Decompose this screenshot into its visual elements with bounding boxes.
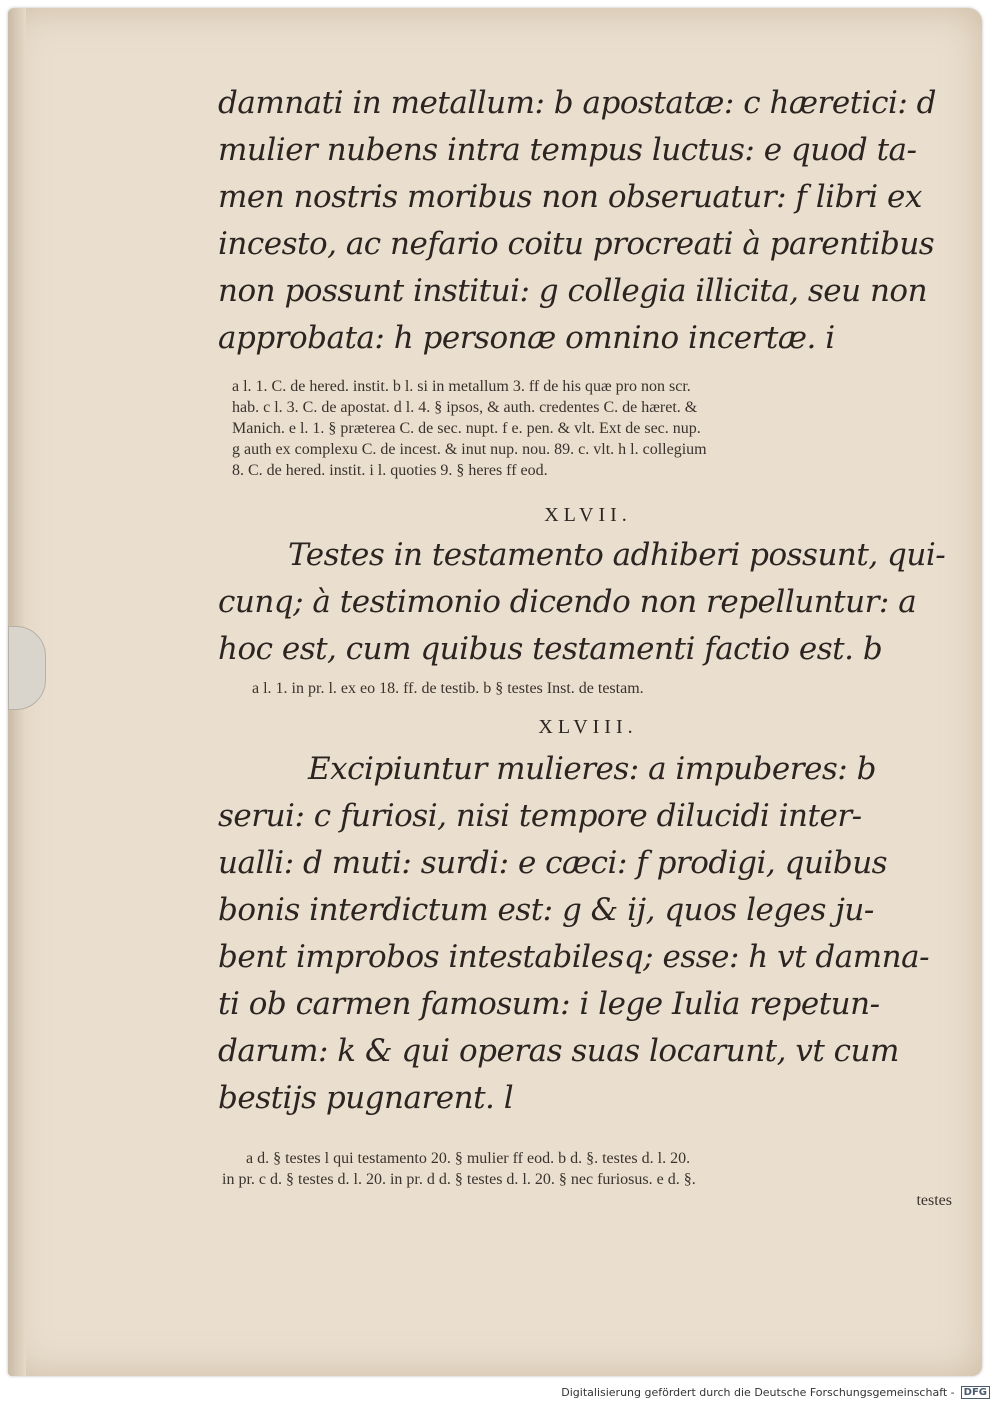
text-line: serui: c furiosi, nisi tempore dilucidi inter- <box>218 798 862 834</box>
text-line: ti ob carmen famosum: i lege Iulia repetun- <box>218 986 880 1022</box>
text-line: ualli: d muti: surdi: e cæci: f prodigi, quibus <box>218 845 888 881</box>
paragraph-section-47 <box>218 532 958 673</box>
text-line: cunq; à testimonio dicendo non repelluntur: a <box>218 584 917 620</box>
text-line: mulier nubens intra tempus luctus: e quod ta- <box>218 132 917 168</box>
text-line: bent improbos intestabilesq; esse: h vt damna- <box>218 939 930 975</box>
text-line: bonis interdictum est: g & ij, quos leges ju- <box>218 892 874 928</box>
section-heading-47: XLVII. <box>544 504 632 526</box>
book-page <box>8 8 982 1376</box>
text-line: Testes in testamento adhiberi possunt, qui- <box>288 537 946 573</box>
footnote-line: hab. c l. 3. C. de apostat. d l. 4. § ipsos, & auth. credentes C. de hæret. & <box>232 399 698 416</box>
footnote-line: g auth ex complexu C. de incest. & inut nup. nou. 89. c. vlt. h l. collegium <box>232 441 707 458</box>
footnotes-block1 <box>232 376 972 481</box>
paragraph-continuation <box>218 80 958 362</box>
text-line: approbata: h personæ omnino incertæ. i <box>218 320 835 356</box>
page-clip-tab <box>8 626 46 710</box>
text-line: hoc est, cum quibus testamenti factio est. b <box>218 631 883 667</box>
footnote-line: a l. 1. in pr. l. ex eo 18. ff. de testib. b § testes Inst. de testam. <box>252 680 644 697</box>
footnote-line: a l. 1. C. de hered. instit. b l. si in metallum 3. ff de his quæ pro non scr. <box>232 378 691 395</box>
text-line: bestijs pugnarent. l <box>218 1080 514 1116</box>
text-line: darum: k & qui operas suas locarunt, vt cum <box>218 1033 899 1069</box>
text-line: damnati in metallum: b apostatæ: c hæretici: d <box>218 85 937 121</box>
footnotes-section-47 <box>252 678 982 699</box>
footnote-line: 8. C. de hered. instit. i l. quoties 9. § heres ff eod. <box>232 462 548 479</box>
footnote-line: a d. § testes l qui testamento 20. § mulier ff eod. b d. §. testes d. l. 20. <box>246 1150 691 1167</box>
text-line: men nostris moribus non obseruatur: f libri ex <box>218 179 922 215</box>
dfg-logo-icon: DFG <box>961 1386 990 1399</box>
text-line: Excipiuntur mulieres: a impuberes: b <box>308 751 876 787</box>
section-heading-48: XLVIII. <box>538 716 638 738</box>
footnote-line: in pr. c d. § testes d. l. 20. in pr. d d. § testes d. l. 20. § nec furiosus. e d. §. <box>222 1171 696 1188</box>
footnotes-section-48 <box>222 1148 962 1211</box>
footnote-line: testes <box>916 1192 952 1209</box>
paragraph-section-48 <box>218 746 958 1122</box>
text-line: incesto, ac nefario coitu procreati à parentibus <box>218 226 935 262</box>
footnote-line: Manich. e l. 1. § præterea C. de sec. nupt. f e. pen. & vlt. Ext de sec. nup. <box>232 420 701 437</box>
digitization-credit <box>561 1386 990 1399</box>
credit-text: Digitalisierung gefördert durch die Deutsche Forschungsgemeinschaft - <box>561 1386 955 1399</box>
text-line: non possunt institui: g collegia illicita, seu non <box>218 273 928 309</box>
